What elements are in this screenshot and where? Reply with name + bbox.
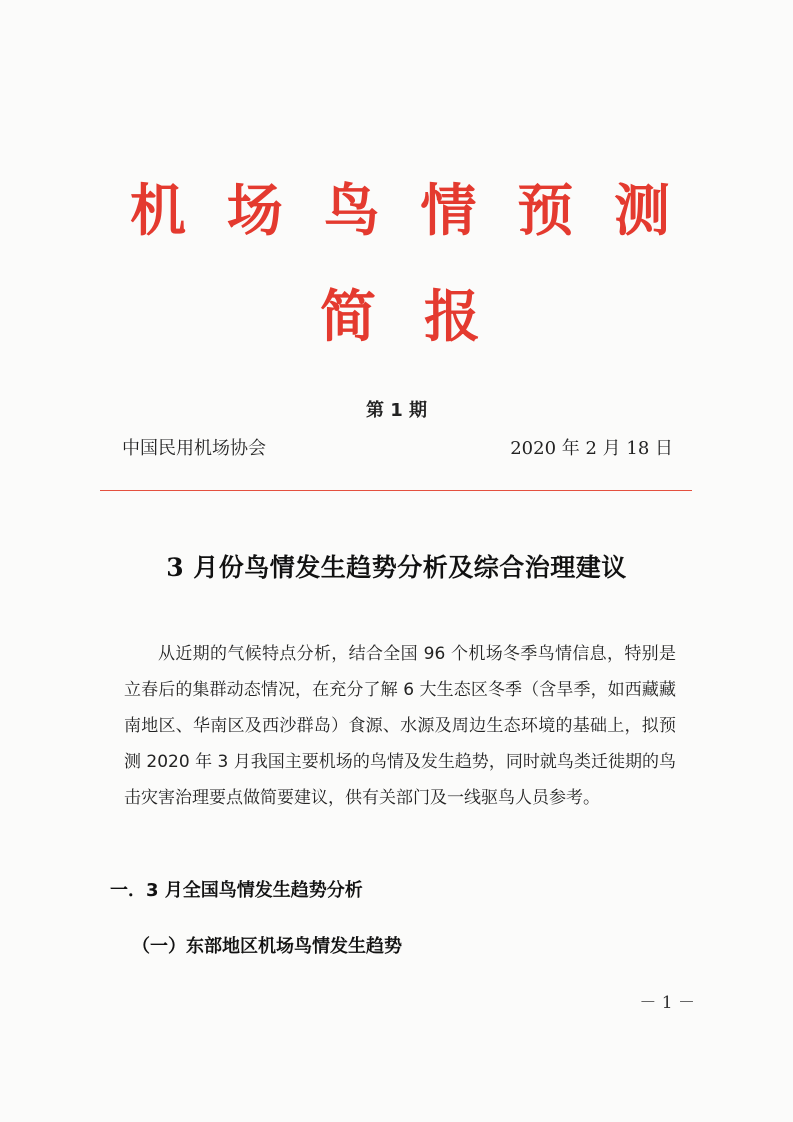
masthead-char: 简 [320,284,376,350]
intro-paragraph: 从近期的气候特点分析，结合全国 96 个机场冬季鸟情信息，特别是立春后的集群动态情况，在充分了解 6 大生态区冬季（含旱季，如西藏藏南地区、华南区及西沙群岛）食源、水源及周边生态环境的基础上，拟预测 2020 年 3 月我国主要机场的鸟情及发生趋势，同时就鸟类迁徙期的鸟击灾害治理要点做简要建议，供有关部门及一线驱鸟人员参考。 [124,644,676,808]
issue-number: 第 1 期 [365,400,428,421]
masthead-char: 预 [517,178,574,244]
section-heading: 一．3 月全国鸟情发生趋势分析 [110,880,363,901]
masthead-title [130,176,670,246]
masthead-char: 场 [226,178,283,244]
masthead-char: 测 [613,178,670,244]
masthead-divider [100,490,692,491]
page-number: － 1 － [639,993,695,1013]
masthead-subtitle [320,282,480,352]
issue-date: 2020 年 2 月 18 日 [510,438,673,459]
masthead-char: 鸟 [323,178,380,244]
masthead-char: 机 [130,178,186,244]
issuing-organization: 中国民用机场协会 [122,438,266,459]
masthead-char: 报 [424,284,480,350]
subsection-heading: （一）东部地区机场鸟情发生趋势 [132,936,402,957]
document-title: 3 月份鸟情发生趋势分析及综合治理建议 [166,553,627,582]
masthead-char: 情 [420,178,477,244]
